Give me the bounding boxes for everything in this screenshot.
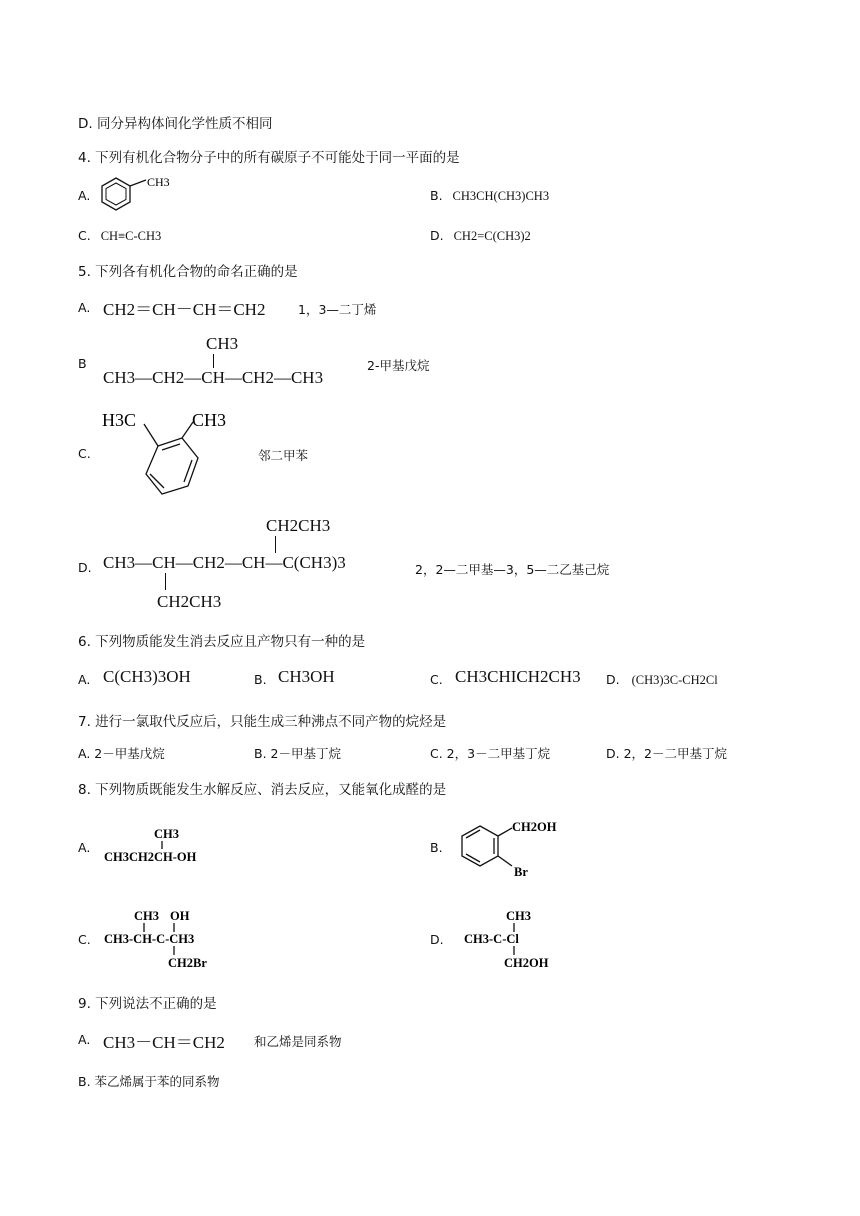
q8-option-d-label: D. bbox=[430, 932, 444, 947]
q5-option-b-top: CH3 bbox=[206, 334, 239, 353]
q7-option-b: B. 2－甲基丁烷 bbox=[254, 746, 341, 761]
question-5-stem: 5. 下列各有机化合物的命名正确的是 bbox=[78, 264, 298, 280]
q5-option-b-bond bbox=[213, 354, 214, 368]
q4-option-c bbox=[78, 228, 161, 244]
q5-option-b-label: B bbox=[78, 356, 87, 371]
q4-option-b bbox=[430, 188, 549, 204]
q8-option-d-structure bbox=[460, 904, 570, 974]
q7-option-d: D. 2，2－二甲基丁烷 bbox=[606, 746, 727, 761]
q8-c-main: CH3-CH-C-CH3 bbox=[104, 932, 195, 946]
q8-option-b-label: B. bbox=[430, 840, 443, 855]
q5-option-d-name: 2，2—二甲基—3，5—二乙基己烷 bbox=[415, 562, 610, 577]
q6-option-c-text: CH3CHICH2CH3 bbox=[455, 667, 581, 686]
q5-option-b-name: 2-甲基戊烷 bbox=[367, 358, 430, 373]
q5-option-b-main: CH3—CH2—CH—CH2—CH3 bbox=[103, 368, 324, 387]
toluene-ch3: CH3 bbox=[147, 175, 170, 189]
o-xylene-right-methyl: CH3 bbox=[192, 410, 227, 430]
question-8-stem: 8. 下列物质既能发生水解反应、消去反应，又能氧化成醛的是 bbox=[78, 782, 447, 798]
q8-d-bottom: CH2OH bbox=[504, 956, 549, 970]
q8-a-top: CH3 bbox=[154, 827, 179, 841]
q5-option-d-bottom-bond bbox=[165, 573, 166, 590]
q6-option-b-label: B. bbox=[254, 672, 267, 687]
q5-option-d-label: D. bbox=[78, 560, 92, 575]
q6-option-d bbox=[606, 672, 718, 688]
q8-c-top1: CH3 bbox=[134, 909, 159, 923]
q5-option-d-top: CH2CH3 bbox=[266, 516, 331, 535]
q8-a-main: CH3CH2CH-OH bbox=[104, 850, 197, 864]
option-d-line: D. 同分异构体间化学性质不相同 bbox=[78, 116, 273, 132]
q8-c-top2: OH bbox=[170, 909, 190, 923]
q6-option-c-label: C. bbox=[430, 672, 443, 687]
q4-option-d bbox=[430, 228, 531, 244]
q4-option-c-text: CH≡C-CH3 bbox=[100, 229, 162, 243]
q9-option-a-text: 和乙烯是同系物 bbox=[254, 1034, 342, 1049]
q6-option-d-label: D. bbox=[606, 672, 620, 687]
q4-option-d-label: D. bbox=[430, 228, 444, 243]
question-6-stem: 6. 下列物质能发生消去反应且产物只有一种的是 bbox=[78, 634, 366, 650]
q9-option-a-formula: CH3－CH＝CH2 bbox=[103, 1033, 225, 1052]
q5-option-c-label: C. bbox=[78, 446, 91, 461]
q7-option-c: C. 2，3－二甲基丁烷 bbox=[430, 746, 551, 761]
q8-option-c-label: C. bbox=[78, 932, 91, 947]
q8-d-main: CH3-C-Cl bbox=[464, 932, 519, 946]
q9-option-b: B. 苯乙烯属于苯的同系物 bbox=[78, 1074, 220, 1089]
q6-option-a-text: C(CH3)3OH bbox=[103, 667, 191, 686]
q9-option-a-label: A. bbox=[78, 1032, 91, 1047]
q8-option-a-structure bbox=[100, 822, 220, 868]
question-4-stem: 4. 下列有机化合物分子中的所有碳原子不可能处于同一平面的是 bbox=[78, 150, 460, 166]
q8-c-bottom: CH2Br bbox=[168, 956, 207, 970]
q5-option-a-label: A. bbox=[78, 300, 91, 315]
q8-option-b-structure bbox=[452, 812, 572, 882]
q7-option-a: A. 2－甲基戊烷 bbox=[78, 746, 165, 761]
q5-option-d-top-bond bbox=[275, 536, 276, 553]
q8-b-bottom: Br bbox=[514, 865, 528, 879]
q4-option-b-text: CH3CH(CH3)CH3 bbox=[452, 189, 550, 203]
question-9-stem: 9. 下列说法不正确的是 bbox=[78, 996, 217, 1012]
q8-d-top: CH3 bbox=[506, 909, 531, 923]
q4-option-c-label: C. bbox=[78, 228, 91, 243]
q8-option-a-label: A. bbox=[78, 840, 91, 855]
q8-option-c-structure bbox=[100, 904, 240, 974]
o-xylene-left-methyl: H3C bbox=[102, 410, 137, 430]
q5-option-d-bottom: CH2CH3 bbox=[157, 592, 222, 611]
q6-option-a-label: A. bbox=[78, 672, 91, 687]
q8-b-top: CH2OH bbox=[512, 820, 557, 834]
q4-option-d-text: CH2=C(CH3)2 bbox=[453, 229, 531, 243]
question-7-stem: 7. 进行一氯取代反应后，只能生成三种沸点不同产物的烷烃是 bbox=[78, 714, 447, 730]
q5-option-a-name: 1，3—二丁烯 bbox=[298, 302, 377, 317]
toluene-structure bbox=[98, 170, 188, 218]
q4-option-a-label: A. bbox=[78, 188, 91, 203]
q5-option-a-formula: CH2＝CH－CH＝CH2 bbox=[103, 300, 266, 319]
q5-option-c-name: 邻二甲苯 bbox=[258, 448, 309, 463]
o-xylene-structure bbox=[100, 400, 240, 500]
q6-option-b-text: CH3OH bbox=[278, 667, 335, 686]
q4-option-b-label: B. bbox=[430, 188, 443, 203]
q5-option-d-main: CH3—CH—CH2—CH—C(CH3)3 bbox=[103, 553, 346, 572]
q6-option-d-text: (CH3)3C-CH2Cl bbox=[631, 673, 718, 687]
